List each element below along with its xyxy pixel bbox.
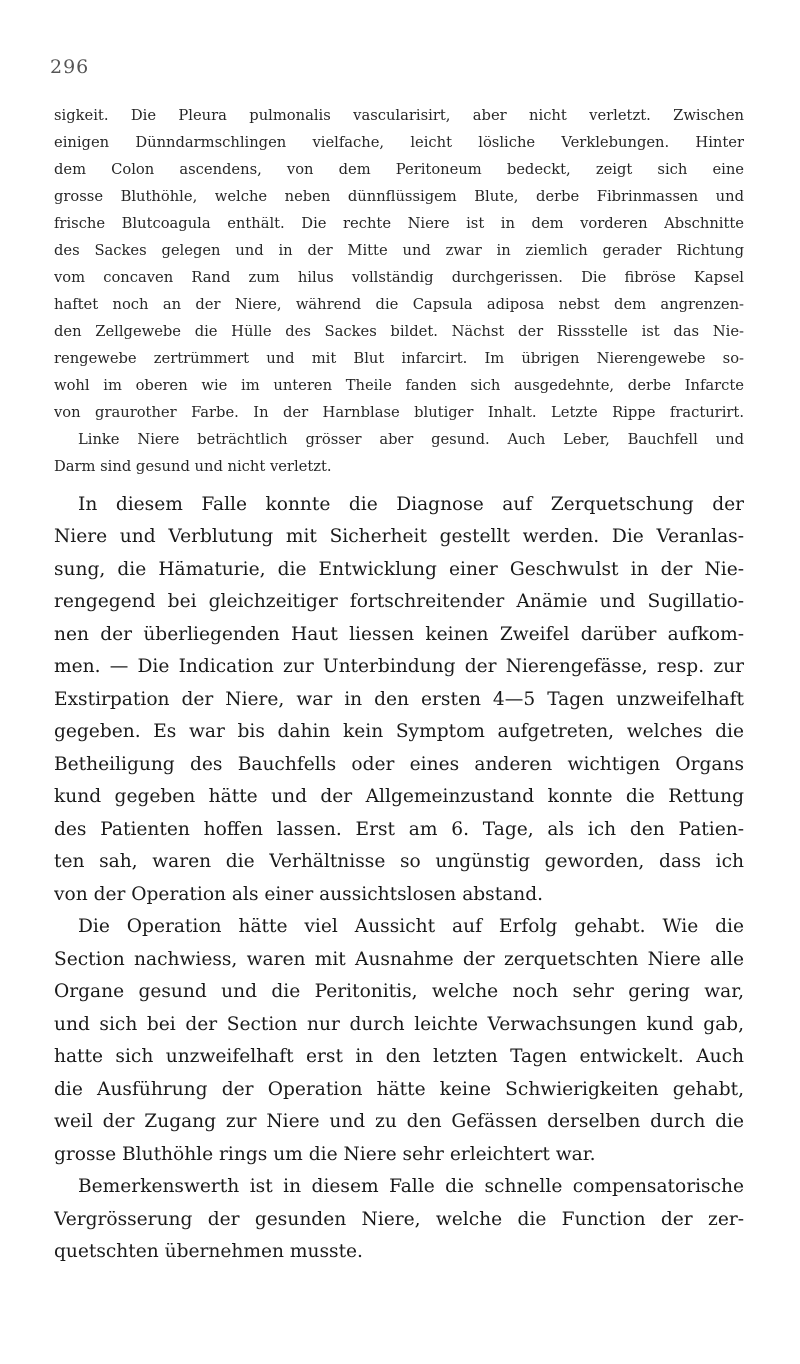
body-line: Betheiligung des Bauchfells oder eines anderen wichtigen Organs — [54, 756, 744, 775]
text-line: einigen Dünndarmschlingen vielfache, leicht lösliche Verklebungen. Hinter — [54, 136, 744, 151]
body-line: von der Operation als einer aussichtslosen abstand. — [54, 886, 544, 905]
text-line: grosse Bluthöhle, welche neben dünnflüssigem Blute, derbe Fibrinmassen und — [54, 190, 744, 205]
text-line: des Sackes gelegen und in der Mitte und zwar in ziemlich gerader Richtung — [54, 244, 744, 259]
body-line: hatte sich unzweifelhaft erst in den letzten Tagen entwickelt. Auch — [54, 1048, 744, 1067]
body-line: Die Operation hätte viel Aussicht auf Erfolg gehabt. Wie die — [78, 918, 744, 937]
body-line: quetschten übernehmen musste. — [54, 1243, 363, 1262]
page-number: 296 — [50, 56, 90, 78]
body-line: grosse Bluthöhle rings um die Niere sehr erleichtert war. — [54, 1146, 596, 1165]
text-line: haftet noch an der Niere, während die Capsula adiposa nebst dem angrenzen- — [54, 298, 744, 313]
body-line: In diesem Falle konnte die Diagnose auf Zerquetschung der — [78, 496, 744, 515]
body-line: gegeben. Es war bis dahin kein Symptom aufgetreten, welches die — [54, 723, 744, 742]
body-line: Section nachwiess, waren mit Ausnahme der zerquetschten Niere alle — [54, 951, 744, 970]
body-line: weil der Zugang zur Niere und zu den Gefässen derselben durch die — [54, 1113, 744, 1132]
body-line: rengegend bei gleichzeitiger fortschreitender Anämie und Sugillatio- — [54, 593, 744, 612]
text-line: von graurother Farbe. In der Harnblase blutiger Inhalt. Letzte Rippe fracturirt. — [54, 406, 744, 421]
text-line: Linke Niere beträchtlich grösser aber gesund. Auch Leber, Bauchfell und — [78, 433, 744, 448]
body-line: ten sah, waren die Verhältnisse so ungünstig geworden, dass ich — [54, 853, 744, 872]
text-line: sigkeit. Die Pleura pulmonalis vascularisirt, aber nicht verletzt. Zwischen — [54, 109, 744, 124]
body-line: Vergrösserung der gesunden Niere, welche die Function der zer- — [54, 1211, 744, 1230]
text-line: vom concaven Rand zum hilus vollständig durchgerissen. Die fibröse Kapsel — [54, 271, 744, 286]
body-line: Exstirpation der Niere, war in den ersten 4—5 Tagen unzweifelhaft — [54, 691, 744, 710]
body-line: und sich bei der Section nur durch leichte Verwachsungen kund gab, — [54, 1016, 744, 1035]
text-line: den Zellgewebe die Hülle des Sackes bildet. Nächst der Rissstelle ist das Nie- — [54, 325, 744, 340]
body-line: kund gegeben hätte und der Allgemeinzustand konnte die Rettung — [54, 788, 744, 807]
text-line: wohl im oberen wie im unteren Theile fanden sich ausgedehnte, derbe Infarcte — [54, 379, 744, 394]
text-line: Darm sind gesund und nicht verletzt. — [54, 460, 332, 475]
body-line: des Patienten hoffen lassen. Erst am 6. Tage, als ich den Patien- — [54, 821, 744, 840]
body-line: Bemerkenswerth ist in diesem Falle die schnelle compensatorische — [78, 1178, 744, 1197]
body-line: die Ausführung der Operation hätte keine Schwierigkeiten gehabt, — [54, 1081, 744, 1100]
text-line: frische Blutcoagula enthält. Die rechte Niere ist in dem vorderen Abschnitte — [54, 217, 744, 232]
body-line: men. — Die Indication zur Unterbindung der Nierengefässe, resp. zur — [54, 658, 744, 677]
text-line: dem Colon ascendens, von dem Peritoneum bedeckt, zeigt sich eine — [54, 163, 744, 178]
body-line: Niere und Verblutung mit Sicherheit gestellt werden. Die Veranlas- — [54, 528, 744, 547]
body-line: Organe gesund und die Peritonitis, welche noch sehr gering war, — [54, 983, 744, 1002]
text-line: rengewebe zertrümmert und mit Blut infarcirt. Im übrigen Nierengewebe so- — [54, 352, 744, 367]
body-line: nen der überliegenden Haut liessen keinen Zweifel darüber aufkom- — [54, 626, 744, 645]
body-line: sung, die Hämaturie, die Entwicklung einer Geschwulst in der Nie- — [54, 561, 744, 580]
